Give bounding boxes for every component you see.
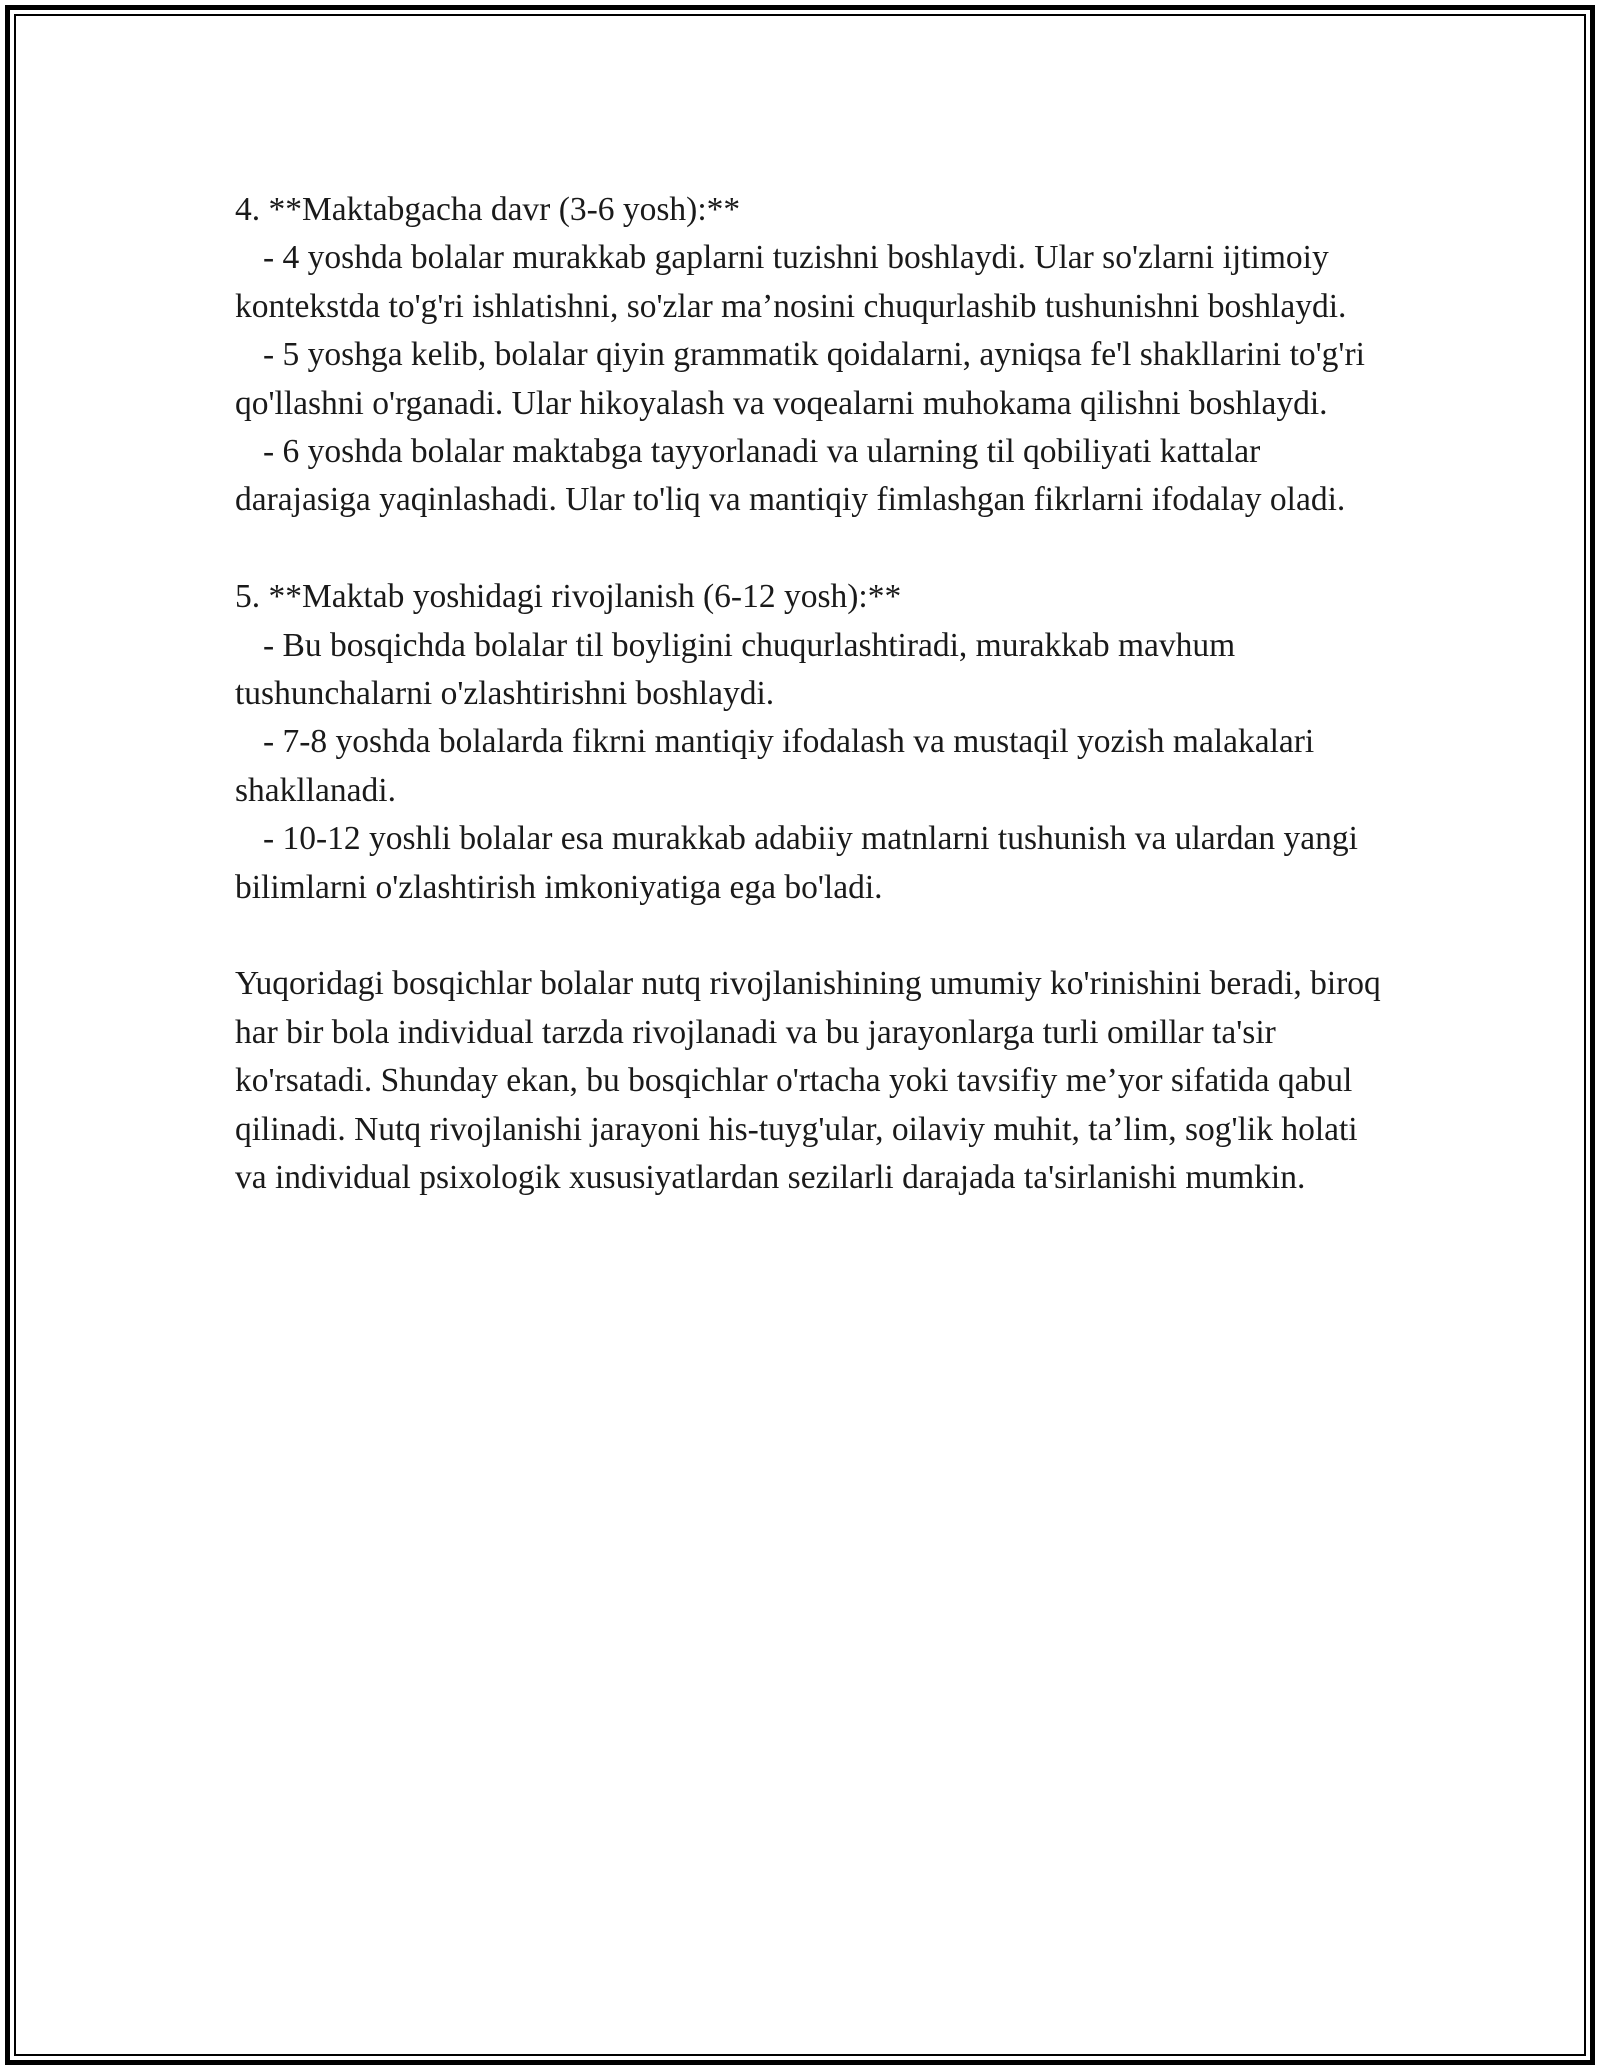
- conclusion-section: [235, 960, 1395, 1202]
- section-heading: 4. **Maktabgacha davr (3-6 yosh):**: [235, 191, 741, 228]
- section-heading: 5. **Maktab yoshidagi rivojlanish (6-12 yosh):**: [235, 578, 902, 616]
- document-body: [235, 186, 1395, 1251]
- list-item: - 4 yoshda bolalar murakkab gaplarni tuzishni boshlaydi. Ular so'zlarni ijtimoiy kontekstda to'g'ri ishlatishni, so'zlar ma’nosini chuqurlashib tushunishni boshlaydi.: [235, 239, 1347, 325]
- list-item: - 6 yoshda bolalar maktabga tayyorlanadi va ularning til qobiliyati kattalar darajasiga yaqinlashadi. Ular to'liq va mantiqiy fimlashgan fikrlarni ifodalay oladi.: [235, 433, 1346, 519]
- list-item: - 5 yoshga kelib, bolalar qiyin grammatik qoidalarni, ayniqsa fe'l shakllarini to'g'ri qo'llashni o'rganadi. Ular hikoyalash va voqealarni muhokama qilishni boshlaydi.: [235, 336, 1365, 422]
- section-school-age: [235, 573, 1395, 912]
- conclusion-paragraph: Yuqoridagi bosqichlar bolalar nutq rivojlanishining umumiy ko'rinishini beradi, biroq har bir bola individual tarzda rivojlanadi va bu jarayonlarga turli omillar ta'sir ko'rsatadi. Shunday ekan, bu bosqichlar o'rtacha yoki tavsifiy me’yor sifatida qabul qilinadi. Nutq rivojlanishi jarayoni his-tuyg'ular, oilaviy muhit, ta’lim, sog'lik holati va individual psixologik xususiyatlardan sezilarli darajada ta'sirlanishi mumkin.: [235, 965, 1381, 1197]
- list-item: - Bu bosqichda bolalar til boyligini chuqurlashtiradi, murakkab mavhum tushunchalarni o'zlashtirishni boshlaydi.: [235, 626, 1236, 713]
- list-item: - 10-12 yoshli bolalar esa murakkab adabiiy matnlarni tushunish va ulardan yangi bilimlarni o'zlashtirish imkoniyatiga ega bo'ladi.: [235, 820, 1358, 906]
- section-preschool: [235, 186, 1395, 525]
- list-item: - 7-8 yoshda bolalarda fikrni mantiqiy ifodalash va mustaqil yozish malakalari shakllanadi.: [235, 723, 1315, 809]
